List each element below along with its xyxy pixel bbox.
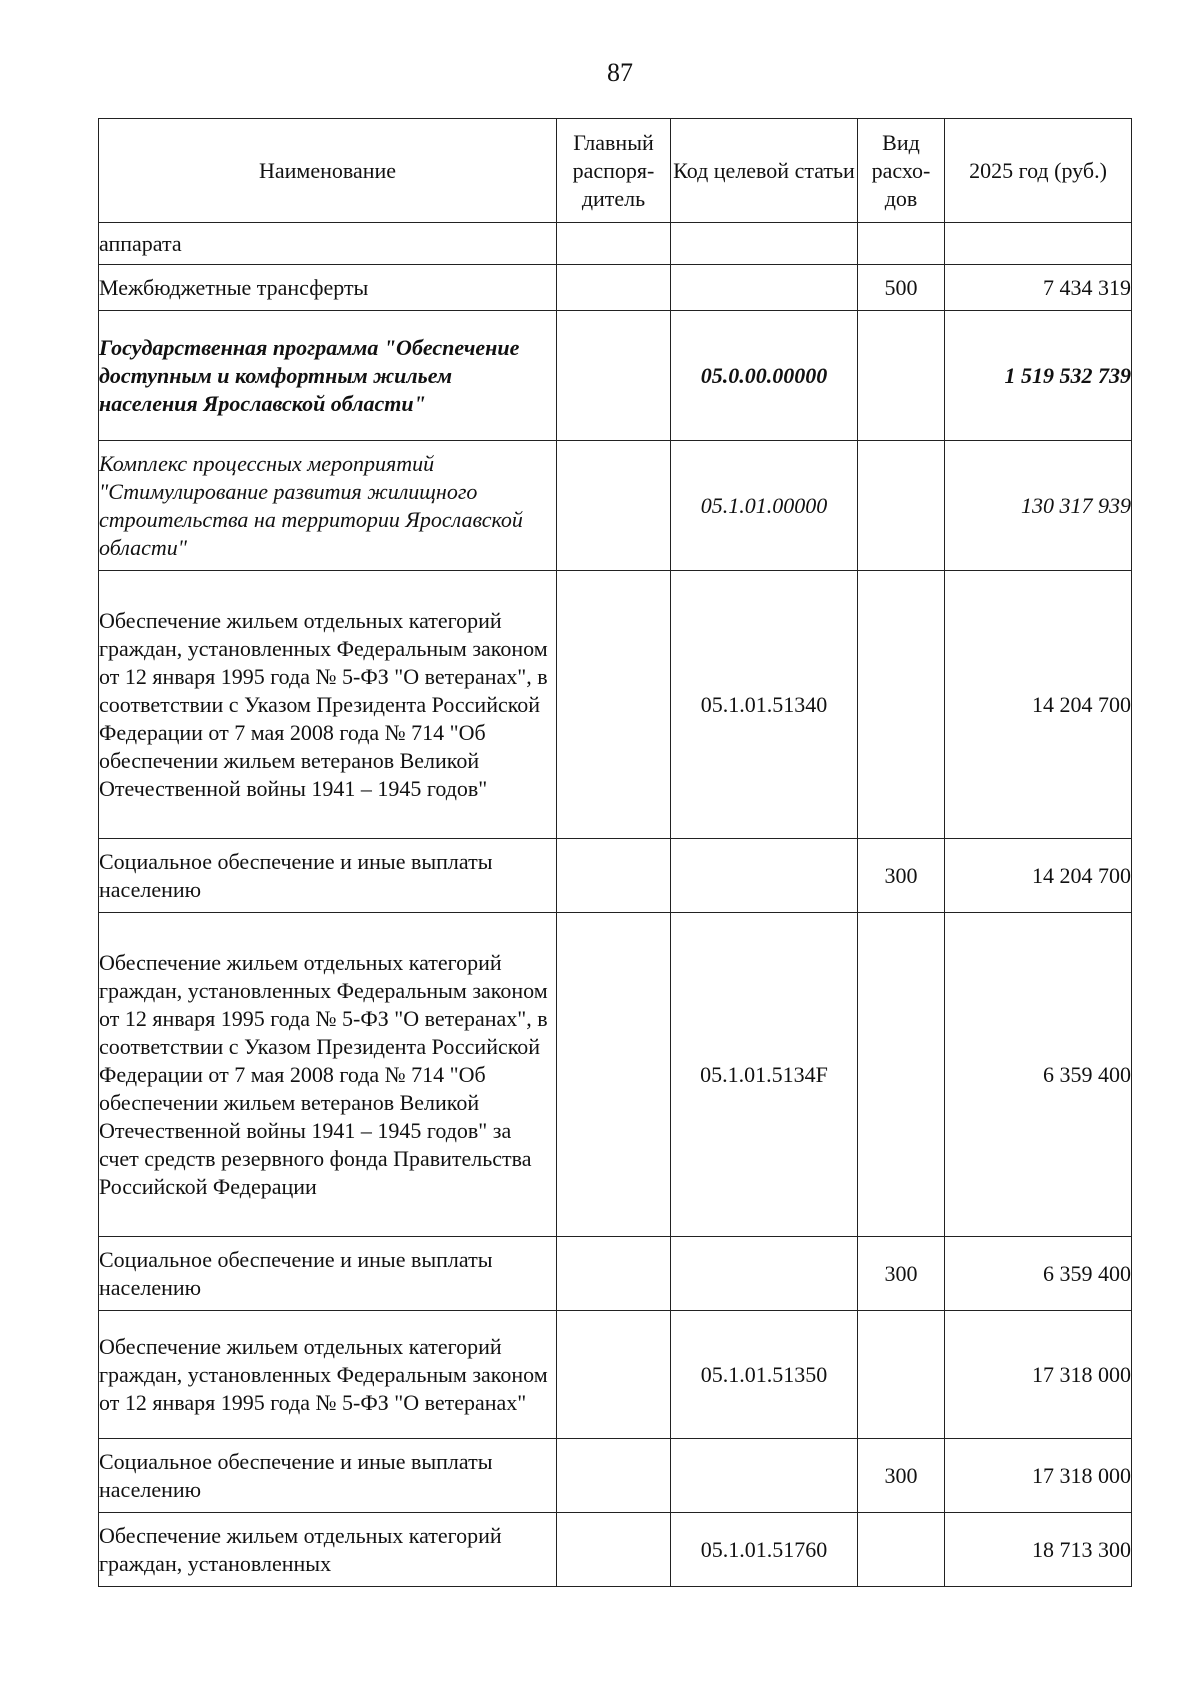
- row-kind: [858, 223, 945, 265]
- table-row: [99, 1237, 1132, 1311]
- row-amount: 6 359 400: [945, 1237, 1132, 1311]
- row-admin: [557, 839, 671, 913]
- row-amount: 17 318 000: [945, 1311, 1132, 1439]
- row-code: [671, 223, 858, 265]
- table-row: [99, 571, 1132, 839]
- row-name: Межбюджетные трансферты: [99, 265, 557, 311]
- row-code: 05.1.01.00000: [671, 441, 858, 571]
- table-row: [99, 265, 1132, 311]
- row-name: Обеспечение жильем отдельных категорий граждан, установленных Федеральным законом от 12 января 1995 года № 5-ФЗ "О ветеранах", в соответствии с Указом Президента Российской Федерации от 7 мая 2008 года № 714 "Об обеспечении жильем ветеранов Великой Отечественной войны 1941 – 1945 годов" за счет средств резервного фонда Правительства Российской Федерации: [99, 913, 557, 1237]
- header-name: Наименование: [99, 119, 557, 223]
- row-name: Комплекс процессных мероприятий "Стимулирование развития жилищного строительства на территории Ярославской области": [99, 441, 557, 571]
- row-admin: [557, 571, 671, 839]
- table-row: [99, 441, 1132, 571]
- row-kind: [858, 311, 945, 441]
- row-kind: [858, 571, 945, 839]
- row-code: 05.1.01.51350: [671, 1311, 858, 1439]
- row-amount: [945, 223, 1132, 265]
- row-admin: [557, 1311, 671, 1439]
- row-amount: 1 519 532 739: [945, 311, 1132, 441]
- row-name: Социальное обеспечение и иные выплаты населению: [99, 1237, 557, 1311]
- page-number: 87: [607, 58, 633, 87]
- table-row: [99, 1311, 1132, 1439]
- header-code: Код целевой статьи: [671, 119, 858, 223]
- row-amount: 6 359 400: [945, 913, 1132, 1237]
- row-code: 05.1.01.51760: [671, 1513, 858, 1587]
- row-kind: 300: [858, 1237, 945, 1311]
- row-amount: 130 317 939: [945, 441, 1132, 571]
- row-code: [671, 265, 858, 311]
- table-row: [99, 1439, 1132, 1513]
- row-amount: 14 204 700: [945, 839, 1132, 913]
- row-code: 05.1.01.51340: [671, 571, 858, 839]
- row-admin: [557, 1237, 671, 1311]
- row-code: [671, 1237, 858, 1311]
- table-row: [99, 913, 1132, 1237]
- row-admin: [557, 913, 671, 1237]
- row-admin: [557, 311, 671, 441]
- row-kind: 300: [858, 1439, 945, 1513]
- row-admin: [557, 1513, 671, 1587]
- row-kind: [858, 441, 945, 571]
- table-row: [99, 311, 1132, 441]
- row-admin: [557, 441, 671, 571]
- row-admin: [557, 1439, 671, 1513]
- table-header-row: [99, 119, 1132, 223]
- row-name: Государственная программа "Обеспечение доступным и комфортным жильем населения Ярославской области": [99, 311, 557, 441]
- row-kind: [858, 1311, 945, 1439]
- row-code: 05.0.00.00000: [671, 311, 858, 441]
- table-row: [99, 223, 1132, 265]
- row-name: Обеспечение жильем отдельных категорий граждан, установленных Федеральным законом от 12 января 1995 года № 5-ФЗ "О ветеранах": [99, 1311, 557, 1439]
- row-amount: 17 318 000: [945, 1439, 1132, 1513]
- table-row: [99, 1513, 1132, 1587]
- row-admin: [557, 223, 671, 265]
- row-code: [671, 839, 858, 913]
- row-name: Социальное обеспечение и иные выплаты населению: [99, 1439, 557, 1513]
- budget-table: [98, 118, 1132, 1587]
- table-row: [99, 839, 1132, 913]
- header-amount: 2025 год (руб.): [945, 119, 1132, 223]
- row-admin: [557, 265, 671, 311]
- row-kind: 300: [858, 839, 945, 913]
- row-name: Социальное обеспечение и иные выплаты населению: [99, 839, 557, 913]
- row-code: 05.1.01.5134F: [671, 913, 858, 1237]
- header-admin: Главный распоря-дитель: [557, 119, 671, 223]
- row-amount: 14 204 700: [945, 571, 1132, 839]
- row-amount: 18 713 300: [945, 1513, 1132, 1587]
- row-amount: 7 434 319: [945, 265, 1132, 311]
- row-code: [671, 1439, 858, 1513]
- row-kind: 500: [858, 265, 945, 311]
- row-kind: [858, 913, 945, 1237]
- row-name: Обеспечение жильем отдельных категорий граждан, установленных Федеральным законом от 12 января 1995 года № 5-ФЗ "О ветеранах", в соответствии с Указом Президента Российской Федерации от 7 мая 2008 года № 714 "Об обеспечении жильем ветеранов Великой Отечественной войны 1941 – 1945 годов": [99, 571, 557, 839]
- row-name: аппарата: [99, 223, 557, 265]
- header-kind: Вид расхо-дов: [858, 119, 945, 223]
- row-kind: [858, 1513, 945, 1587]
- row-name: Обеспечение жильем отдельных категорий граждан, установленных: [99, 1513, 557, 1587]
